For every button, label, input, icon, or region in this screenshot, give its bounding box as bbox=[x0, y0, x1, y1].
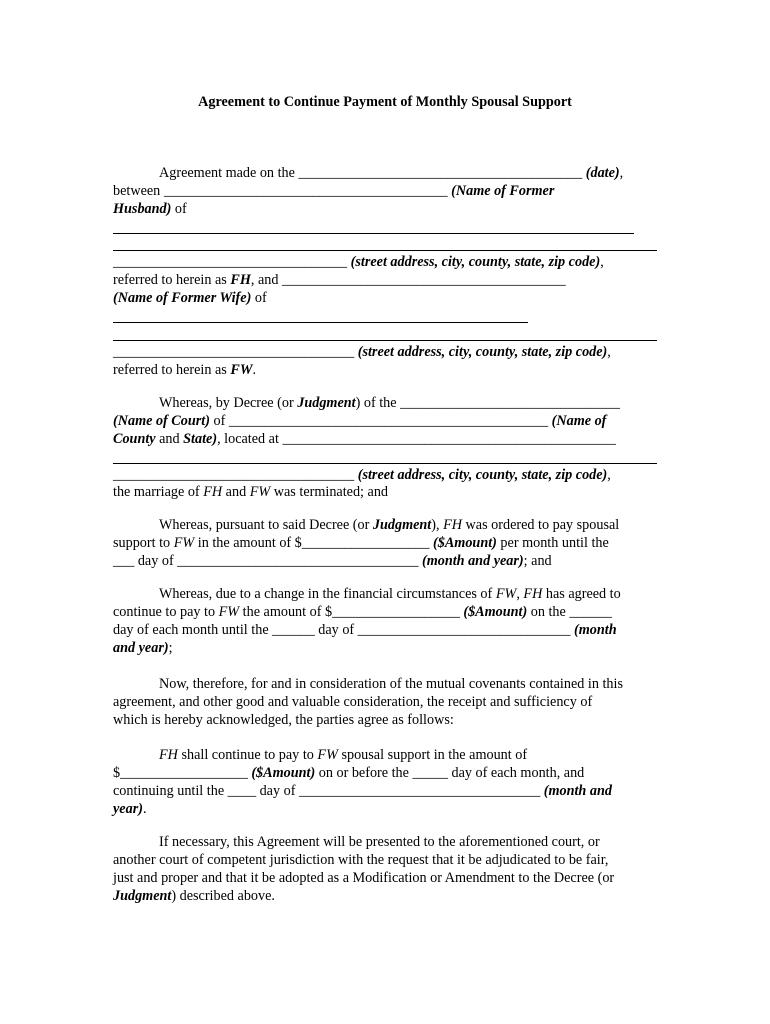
line bbox=[113, 535, 661, 553]
term-fh: FH bbox=[230, 272, 251, 289]
field-label-year: and year) bbox=[113, 639, 169, 656]
former-wife-name-blank[interactable]: , and ________________________________________ bbox=[250, 272, 566, 289]
text: of bbox=[171, 200, 187, 217]
end-date-blank[interactable]: day of each month until the ______ day of ______________________________ bbox=[113, 621, 575, 638]
text: support to bbox=[113, 534, 174, 551]
text: , bbox=[619, 165, 624, 181]
field-label-state: State) bbox=[183, 430, 218, 447]
line bbox=[113, 183, 661, 201]
line bbox=[113, 747, 661, 765]
text: spousal support in the amount of bbox=[337, 747, 528, 763]
line bbox=[113, 801, 661, 819]
text: shall continue to pay to bbox=[177, 747, 318, 763]
line bbox=[113, 553, 661, 571]
line: which is hereby acknowledged, the parties agree as follows: bbox=[113, 711, 454, 728]
term-fw: FW bbox=[317, 747, 338, 763]
end-date-blank[interactable]: continuing until the ____ day of __________________________________ bbox=[113, 782, 544, 799]
line bbox=[113, 165, 661, 183]
county-blank[interactable]: of _____________________________________________ bbox=[209, 412, 549, 429]
text: has agreed to bbox=[542, 586, 621, 602]
address-blank-line[interactable] bbox=[113, 326, 661, 344]
line bbox=[113, 517, 661, 535]
field-label-amount: ($Amount) bbox=[251, 764, 316, 781]
text: , bbox=[516, 586, 524, 602]
line: Now, therefore, for and in consideration of the mutual covenants contained in this bbox=[159, 676, 623, 692]
term-fw: FW bbox=[495, 586, 517, 602]
line bbox=[113, 254, 661, 272]
date-blank[interactable]: Agreement made on the ________________________________________ bbox=[159, 165, 583, 181]
term-fh: FH bbox=[443, 517, 462, 533]
paragraph-change bbox=[113, 586, 661, 658]
line: agreement, and other good and valuable consideration, the receipt and sufficiency of bbox=[113, 693, 593, 710]
location-blank[interactable]: , located at _______________________________________________ bbox=[217, 430, 616, 447]
address-blank-line[interactable] bbox=[113, 237, 661, 255]
address-blank[interactable]: __________________________________ bbox=[113, 343, 355, 360]
term-fh: FH bbox=[203, 484, 223, 501]
amount-blank[interactable]: in the amount of $__________________ bbox=[194, 534, 434, 551]
term-judgment: Judgment bbox=[113, 887, 172, 904]
text: ), bbox=[431, 517, 444, 533]
text: ; bbox=[168, 639, 173, 656]
paragraph-parties bbox=[113, 165, 661, 380]
field-label-month: (month bbox=[574, 621, 617, 638]
field-label-court: (Name of Court) bbox=[113, 412, 210, 429]
text: continue to pay to bbox=[113, 603, 219, 620]
text: . bbox=[252, 361, 256, 378]
text: ) described above. bbox=[171, 887, 275, 904]
field-label-address: (street address, city, county, state, zip code) bbox=[350, 254, 601, 271]
text: the marriage of bbox=[113, 484, 204, 501]
term-judgment: Judgment bbox=[372, 517, 432, 533]
day-blank[interactable]: on the ______ bbox=[527, 603, 612, 620]
line bbox=[113, 362, 661, 380]
field-label-husband: Husband) bbox=[113, 200, 172, 217]
amount-blank[interactable]: the amount of $__________________ bbox=[239, 603, 464, 620]
term-fw: FW bbox=[230, 361, 253, 378]
field-label-month: (month and bbox=[543, 782, 612, 799]
line: just and proper and that it be adopted as a Modification or Amendment to the Decree (or bbox=[113, 869, 615, 886]
line bbox=[113, 290, 661, 308]
term-fh: FH bbox=[159, 747, 178, 763]
field-label-address: (street address, city, county, state, zip code) bbox=[357, 466, 608, 483]
line bbox=[113, 586, 661, 604]
address-blank-line[interactable] bbox=[113, 219, 661, 237]
term-fw: FW bbox=[173, 534, 195, 551]
text: Whereas, due to a change in the financial circumstances of bbox=[159, 586, 496, 602]
text: was terminated; and bbox=[270, 484, 389, 501]
text: of bbox=[251, 290, 267, 307]
field-label-county: County bbox=[113, 430, 156, 447]
paragraph-consideration bbox=[113, 676, 661, 730]
line: another court of competent jurisdiction with the request that it be adjudicated to be fair, bbox=[113, 851, 609, 868]
text: and bbox=[155, 430, 184, 447]
paragraph-court-approval bbox=[113, 834, 661, 906]
address-blank[interactable]: __________________________________ bbox=[113, 466, 355, 483]
line bbox=[113, 413, 661, 431]
field-label-county: (Name of bbox=[551, 412, 607, 429]
line bbox=[113, 201, 661, 219]
text: . bbox=[142, 800, 147, 817]
line bbox=[113, 622, 661, 640]
address-blank-line[interactable] bbox=[113, 449, 661, 467]
text: , bbox=[607, 343, 611, 360]
text: Whereas, pursuant to said Decree (or bbox=[159, 517, 373, 533]
line: If necessary, this Agreement will be presented to the aforementioned court, or bbox=[159, 834, 600, 850]
text: per month until the bbox=[496, 534, 609, 551]
address-blank[interactable]: _________________________________ bbox=[113, 254, 348, 271]
paragraph-payment-terms bbox=[113, 747, 661, 819]
text: referred to herein as bbox=[113, 272, 231, 289]
term-fw: FW bbox=[218, 603, 240, 620]
former-husband-name-blank[interactable]: between ________________________________________ bbox=[113, 182, 448, 199]
line bbox=[113, 640, 661, 658]
term-fh: FH bbox=[523, 586, 543, 602]
line bbox=[113, 431, 661, 449]
paragraph-decree bbox=[113, 395, 661, 502]
line bbox=[113, 484, 661, 502]
field-label-former-husband: (Name of Former bbox=[451, 182, 555, 199]
field-label-amount: ($Amount) bbox=[433, 534, 497, 551]
line bbox=[113, 783, 661, 801]
field-label-month-year: (month and year) bbox=[421, 552, 524, 569]
field-label-address: (street address, city, county, state, zip code) bbox=[357, 343, 608, 360]
line bbox=[113, 888, 661, 906]
text: ; and bbox=[523, 552, 552, 569]
text: Whereas, by Decree (or bbox=[159, 395, 298, 411]
field-label-former-wife: (Name of Former Wife) bbox=[113, 290, 252, 307]
day-blank[interactable]: on or before the _____ day of each month, and bbox=[315, 764, 585, 781]
address-blank-line[interactable] bbox=[113, 308, 661, 326]
text: , bbox=[600, 254, 604, 271]
paragraph-prior-order bbox=[113, 517, 661, 571]
text: referred to herein as bbox=[113, 361, 231, 378]
text: and bbox=[222, 484, 250, 501]
page-title: Agreement to Continue Payment of Monthly Spousal Support bbox=[198, 94, 572, 110]
term-fw: FW bbox=[249, 484, 271, 501]
line bbox=[113, 344, 661, 362]
line bbox=[113, 272, 661, 290]
term-judgment: Judgment bbox=[297, 395, 356, 411]
field-label-amount: ($Amount) bbox=[463, 603, 528, 620]
field-label-year: year) bbox=[113, 800, 143, 817]
end-date-blank[interactable]: ___ day of __________________________________ bbox=[113, 552, 422, 569]
line bbox=[113, 604, 661, 622]
text: was ordered to pay spousal bbox=[462, 517, 620, 533]
text: , bbox=[607, 466, 611, 483]
court-name-blank[interactable]: ) of the _______________________________ bbox=[355, 395, 621, 411]
line bbox=[113, 467, 661, 485]
line bbox=[113, 395, 661, 413]
line bbox=[113, 765, 661, 783]
field-label-date: (date) bbox=[585, 165, 620, 181]
amount-blank[interactable]: $__________________ bbox=[113, 764, 252, 781]
